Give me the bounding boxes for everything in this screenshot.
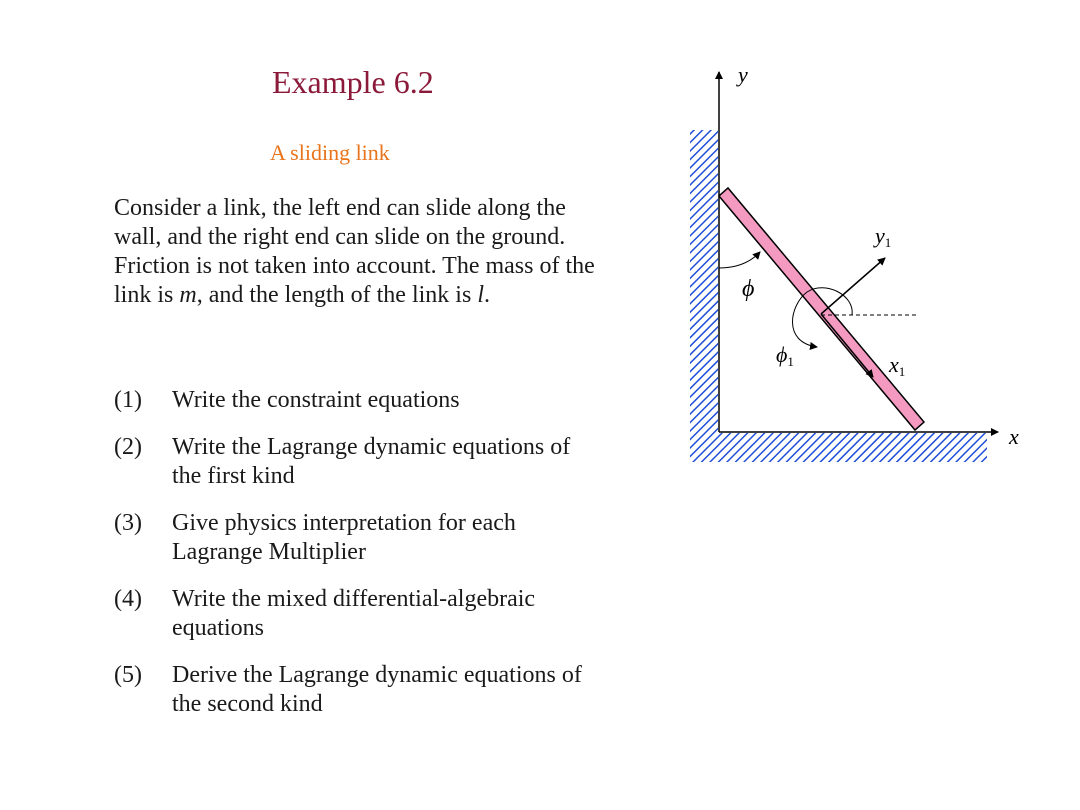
mass-symbol: m — [179, 282, 197, 308]
task-text: Write the Lagrange dynamic equations of the first kind — [172, 434, 571, 489]
ground-hatch — [690, 433, 987, 462]
x1-subscript: 1 — [898, 364, 906, 379]
y1-symbol: y — [875, 223, 885, 248]
task-item — [114, 661, 594, 719]
task-number: (5) — [114, 662, 142, 688]
y1-label — [873, 223, 891, 250]
wall-hatch — [690, 130, 718, 462]
task-text: Derive the Lagrange dynamic equations of the second kind — [172, 662, 582, 717]
phi-label — [742, 276, 754, 302]
slide-subtitle: A sliding link — [270, 140, 390, 165]
x1-symbol: x — [889, 352, 899, 377]
length-symbol: l — [477, 282, 484, 308]
task-text: Write the constraint equations — [172, 387, 460, 413]
slide-title: Example 6.2 — [272, 64, 434, 100]
task-number: (3) — [114, 510, 142, 536]
x1-label — [888, 352, 905, 379]
task-number: (2) — [114, 434, 142, 460]
x1-axis-line — [821, 314, 873, 377]
task-text: Write the mixed differential-algebraic equations — [172, 586, 536, 641]
task-text: Give physics interpretation for each Lagrange Multiplier — [172, 510, 516, 565]
phi1-label — [776, 342, 794, 369]
phi1-subscript: 1 — [787, 354, 794, 369]
phi-arc — [719, 252, 760, 268]
y1-axis-line — [821, 258, 885, 314]
intro-text-2: , and the length of the link is — [196, 282, 478, 308]
sliding-link-bar — [719, 188, 924, 430]
phi-symbol: ϕ — [742, 276, 755, 302]
y-axis-label: y — [738, 62, 748, 87]
intro-text-1: Consider a link, the left end can slide along the wall, and the right end can slide on the ground. Friction is not taken into account. The mass of the link is — [114, 195, 595, 308]
task-list — [114, 386, 594, 737]
sliding-link-diagram — [650, 55, 1040, 475]
phi1-symbol: ϕ — [776, 342, 788, 367]
x-axis-label: x — [1009, 424, 1019, 449]
task-number: (1) — [114, 387, 142, 413]
task-item — [114, 509, 594, 567]
problem-statement — [114, 194, 614, 310]
task-item — [114, 433, 594, 491]
intro-text-3: . — [483, 282, 490, 308]
task-item — [114, 585, 594, 643]
task-item — [114, 386, 594, 415]
y1-subscript: 1 — [884, 235, 892, 250]
task-number: (4) — [114, 586, 142, 612]
